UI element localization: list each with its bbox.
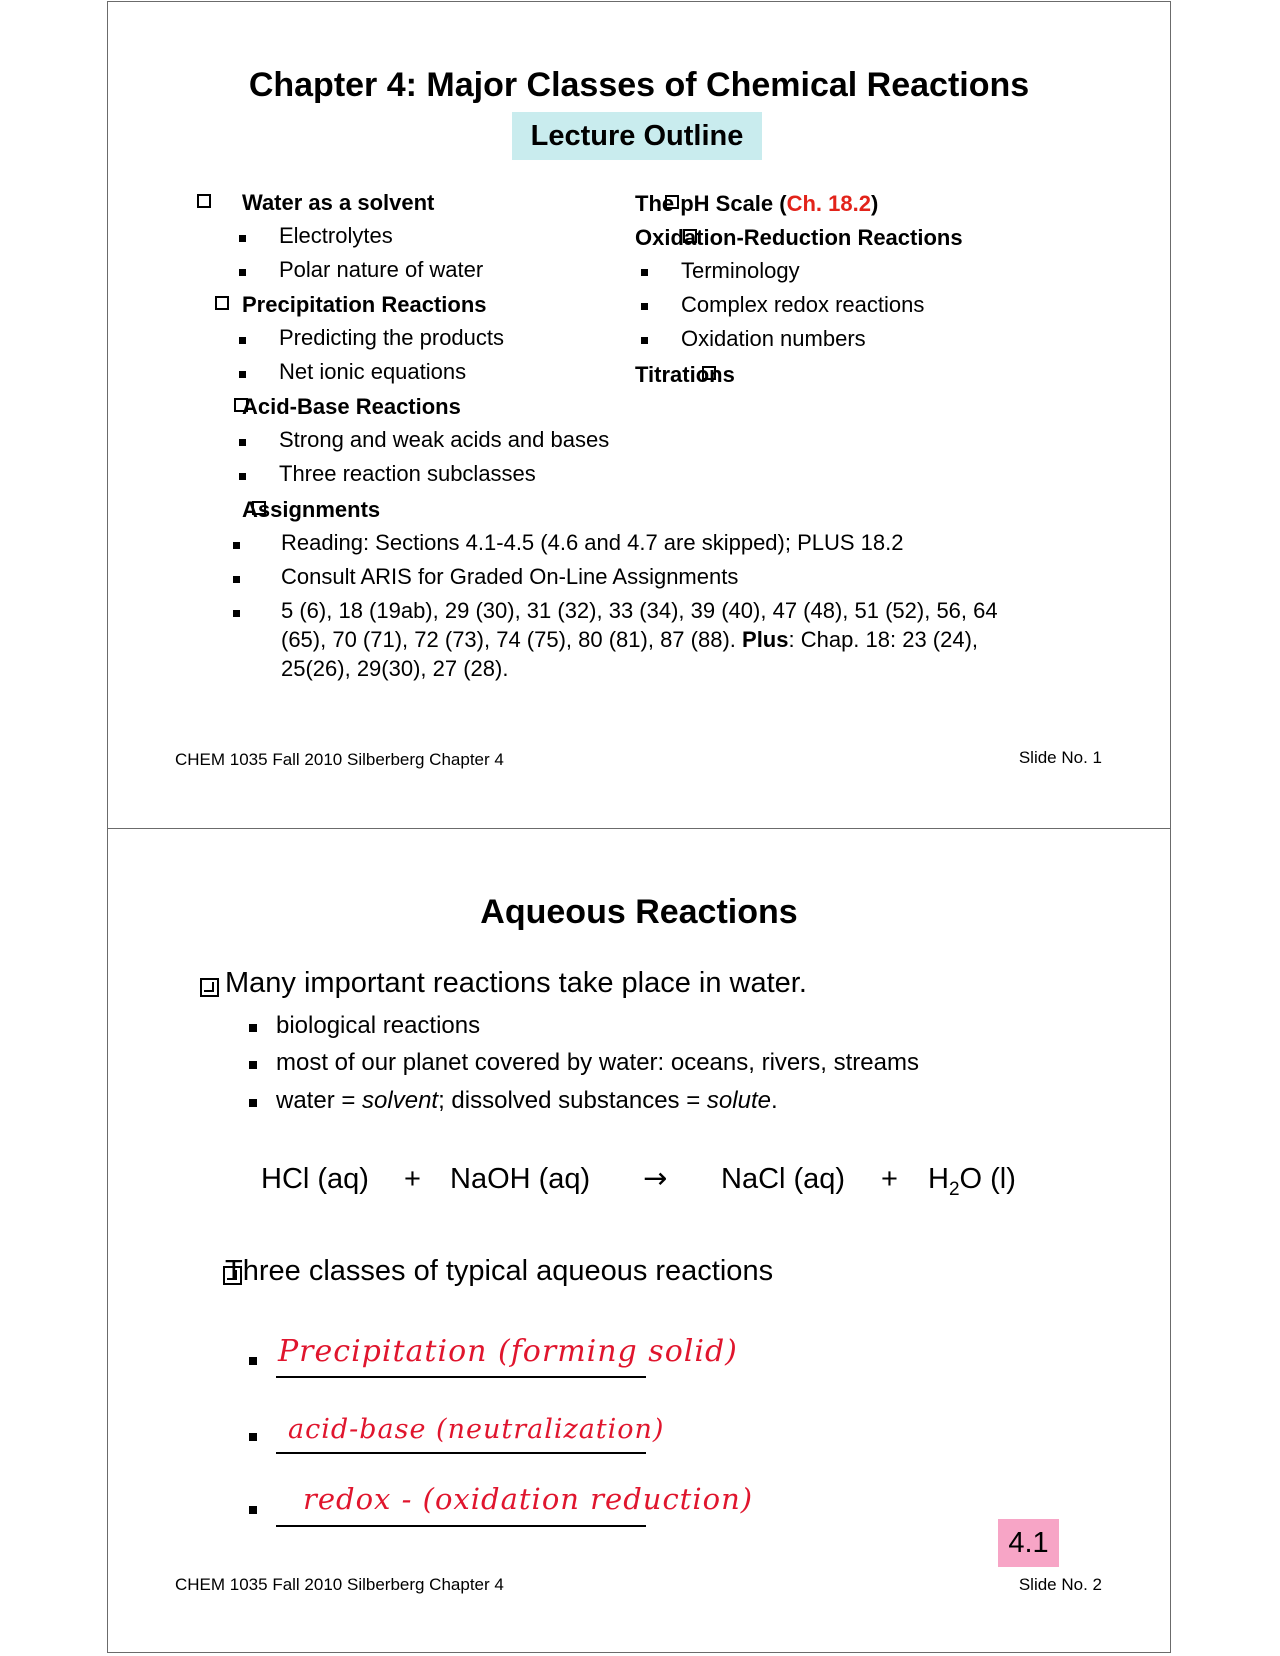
reaction-arrow-icon: → <box>643 1161 668 1195</box>
square-bullet-icon <box>233 542 240 549</box>
precipitation-heading: Precipitation Reactions <box>242 292 487 317</box>
bullet-planet: most of our planet covered by water: oceans, rivers, streams <box>276 1049 919 1076</box>
checkbox-bullet-icon <box>215 296 229 310</box>
equation-water: $H_2O$ (l) <box>928 1163 1016 1200</box>
square-bullet-icon <box>233 610 240 617</box>
equation-plus: + <box>404 1163 421 1195</box>
square-bullet-icon <box>239 371 246 378</box>
handwritten-acid-base: acid-base (neutralization) <box>288 1414 665 1445</box>
square-bullet-icon <box>249 1061 257 1069</box>
three-subclasses-item: Three reaction subclasses <box>279 461 536 486</box>
ox-numbers-item: Oxidation numbers <box>681 326 866 351</box>
square-bullet-icon <box>249 1099 257 1107</box>
slide-2-title: Aqueous Reactions <box>480 893 798 931</box>
square-bullet-icon <box>233 576 240 583</box>
equation-hcl: HCl (aq) <box>261 1163 369 1195</box>
slide-2-footer-course: CHEM 1035 Fall 2010 Silberberg Chapter 4 <box>175 1575 504 1594</box>
complex-redox-item: Complex redox reactions <box>681 292 925 317</box>
water-solvent-heading: Water as a solvent <box>242 190 435 215</box>
lecture-outline-label: Lecture Outline <box>512 112 762 160</box>
handwritten-redox: redox - (oxidation reduction) <box>303 1482 754 1516</box>
slide-2-footer-number: Slide No. 2 <box>1018 1575 1102 1594</box>
net-ionic-item: Net ionic equations <box>279 359 467 384</box>
square-bullet-icon <box>249 1433 257 1441</box>
square-bullet-icon <box>249 1357 257 1365</box>
square-bullet-icon <box>239 235 246 242</box>
checkbox-bullet-icon <box>197 194 211 208</box>
section-badge: 4.1 <box>998 1519 1059 1567</box>
square-bullet-icon <box>239 473 246 480</box>
square-bullet-icon <box>249 1506 257 1514</box>
square-bullet-icon <box>641 337 648 344</box>
acid-base-heading: Acid-Base Reactions <box>242 394 461 419</box>
checkbox-bullet-icon <box>200 978 219 997</box>
consult-aris-item: Consult ARIS for Graded On-Line Assignments <box>281 564 739 589</box>
answer-blank-line <box>276 1452 646 1454</box>
point-three-classes: Three classes of typical aqueous reactions <box>225 1255 774 1287</box>
strong-weak-item: Strong and weak acids and bases <box>279 427 610 452</box>
ph-scale-heading: The pH Scale (Ch. 18.2) <box>635 191 879 216</box>
point-many-reactions: Many important reactions take place in water. <box>225 967 807 999</box>
titrations-heading: Titrations <box>635 362 735 387</box>
terminology-item: Terminology <box>681 258 800 283</box>
answer-blank-line <box>276 1525 646 1527</box>
reading-item: Reading: Sections 4.1-4.5 (4.6 and 4.7 are skipped); PLUS 18.2 <box>281 530 904 555</box>
bullet-biological: biological reactions <box>276 1012 481 1039</box>
equation-naoh: NaOH (aq) <box>450 1163 591 1195</box>
square-bullet-icon <box>641 303 648 310</box>
problems-line-3: 25(26), 29(30), 27 (28). <box>281 656 509 681</box>
square-bullet-icon <box>249 1024 257 1032</box>
square-bullet-icon <box>239 337 246 344</box>
slide-1-footer-course: CHEM 1035 Fall 2010 Silberberg Chapter 4 <box>175 750 504 769</box>
predicting-item: Predicting the products <box>279 325 505 350</box>
square-bullet-icon <box>641 269 648 276</box>
electrolytes-item: Electrolytes <box>279 223 393 248</box>
redox-heading: Oxidation-Reduction Reactions <box>635 225 963 250</box>
slide-1-footer-number: Slide No. 1 <box>1018 748 1102 767</box>
slide-1-title: Chapter 4: Major Classes of Chemical Reactions <box>248 66 1030 104</box>
problems-line-1: 5 (6), 18 (19ab), 29 (30), 31 (32), 33 (34), 39 (40), 47 (48), 51 (52), 56, 64 <box>281 598 998 623</box>
assignments-heading: Assignments <box>242 497 381 522</box>
problems-line-2: (65), 70 (71), 72 (73), 74 (75), 80 (81), 87 (88). Plus: Chap. 18: 23 (24), <box>281 627 979 652</box>
slide-1 <box>107 1 1171 829</box>
handwritten-precipitation: Precipitation (forming solid) <box>278 1334 738 1369</box>
slide-2 <box>107 828 1171 1653</box>
bullet-water-solvent: water = solvent; dissolved substances = solute. <box>276 1087 778 1114</box>
square-bullet-icon <box>239 269 246 276</box>
polar-water-item: Polar nature of water <box>279 257 484 282</box>
square-bullet-icon <box>239 439 246 446</box>
equation-nacl: NaCl (aq) <box>721 1163 846 1195</box>
equation-plus: + <box>881 1163 898 1195</box>
answer-blank-line <box>276 1376 646 1378</box>
